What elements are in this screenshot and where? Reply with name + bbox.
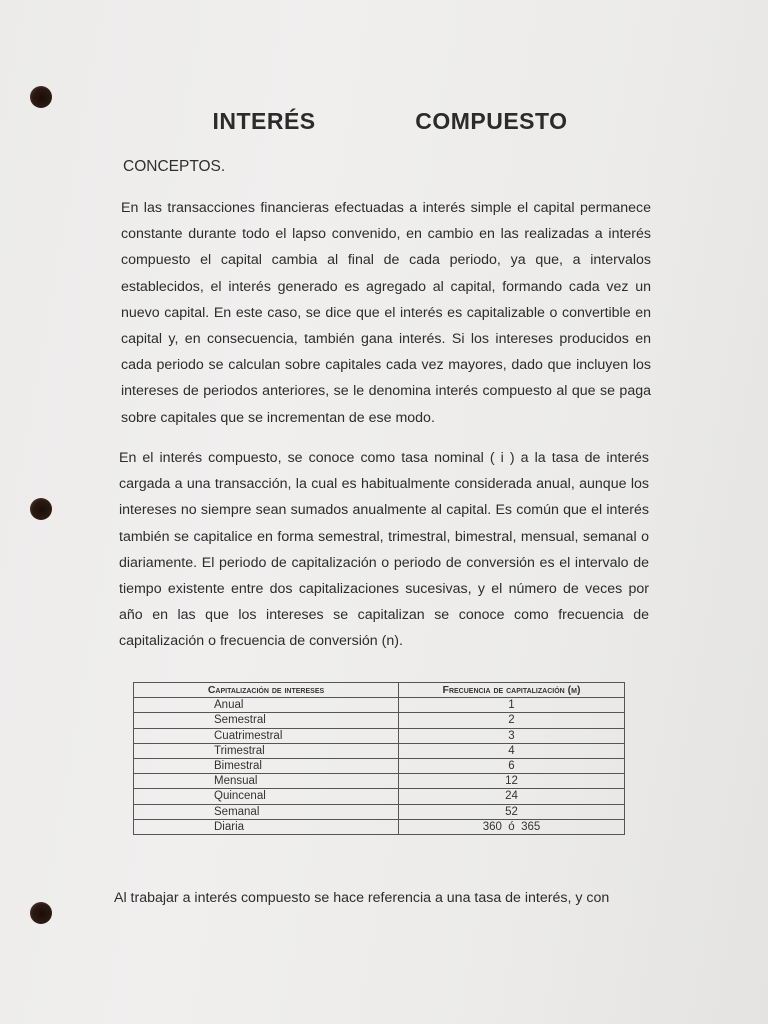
- column-header-capitalization: Capitalización de intereses: [134, 683, 399, 698]
- cell-capitalization: Semestral: [134, 713, 399, 728]
- cell-frequency: 24: [399, 789, 625, 804]
- binder-hole-top: [30, 86, 52, 108]
- cell-capitalization: Diaria: [134, 819, 399, 834]
- cell-frequency: 360 ó 365: [399, 819, 625, 834]
- table-row: [134, 698, 625, 713]
- table-row: [134, 819, 625, 834]
- table-row: [134, 728, 625, 743]
- table-row: [134, 758, 625, 773]
- column-header-frequency: Frecuencia de capitalización (m): [399, 683, 625, 698]
- cell-capitalization: Mensual: [134, 774, 399, 789]
- section-heading: CONCEPTOS.: [123, 158, 226, 175]
- cell-capitalization: Semanal: [134, 804, 399, 819]
- cell-frequency: 6: [399, 758, 625, 773]
- table-row: [134, 804, 625, 819]
- binder-hole-bottom: [30, 902, 52, 924]
- frequency-table: [133, 682, 625, 835]
- cell-frequency: 52: [399, 804, 625, 819]
- table-row: [134, 789, 625, 804]
- table-row: [134, 713, 625, 728]
- page-title: INTERÉS COMPUESTO: [212, 108, 568, 134]
- cell-capitalization: Quincenal: [134, 789, 399, 804]
- cell-frequency: 4: [399, 743, 625, 758]
- cell-frequency: 3: [399, 728, 625, 743]
- paragraph-simple-vs-compound: En las transacciones financieras efectuadas a interés simple el capital permanece constante durante todo el lapso convenido, en cambio en las realizadas a interés compuesto el capital cambia al final de cada periodo, ya que, a intervalos establecidos, el interés generado es agregado al capital, formando cada vez un nuevo capital. En este caso, se dice que el interés es capitalizable o convertible en capital y, en consecuencia, también gana interés. Si los intereses producidos en cada periodo se calculan sobre capitales cada vez mayores, dado que incluyen los intereses de periodos anteriores, se le denomina interés compuesto al que se paga sobre capitales que se incrementan de ese modo.: [121, 200, 651, 426]
- cell-frequency: 2: [399, 713, 625, 728]
- table-row: [134, 774, 625, 789]
- binder-hole-middle: [30, 498, 52, 520]
- cell-frequency: 12: [399, 774, 625, 789]
- paragraph-nominal-rate: En el interés compuesto, se conoce como tasa nominal ( i ) a la tasa de interés cargada a una transacción, la cual es habitualmente considerada anual, aunque los intereses no siempre sean sumados anualmente al capital. Es común que el interés también se capitalice en forma semestral, trimestral, bimestral, mensual, semanal o diariamente. El periodo de capitalización o periodo de conversión es el intervalo de tiempo existente entre dos capitalizaciones sucesivas, y el número de veces por año en las que los intereses se capitalizan se conoce como frecuencia de capitalización o frecuencia de conversión (n).: [119, 450, 649, 650]
- table-row: [134, 743, 625, 758]
- capitalization-table: [133, 682, 625, 835]
- cell-capitalization: Cuatrimestral: [134, 728, 399, 743]
- table-header-row: [134, 683, 625, 698]
- closing-line: Al trabajar a interés compuesto se hace referencia a una tasa de interés, y con: [114, 890, 610, 906]
- cell-capitalization: Anual: [134, 698, 399, 713]
- cell-capitalization: Bimestral: [134, 758, 399, 773]
- cell-frequency: 1: [399, 698, 625, 713]
- cell-capitalization: Trimestral: [134, 743, 399, 758]
